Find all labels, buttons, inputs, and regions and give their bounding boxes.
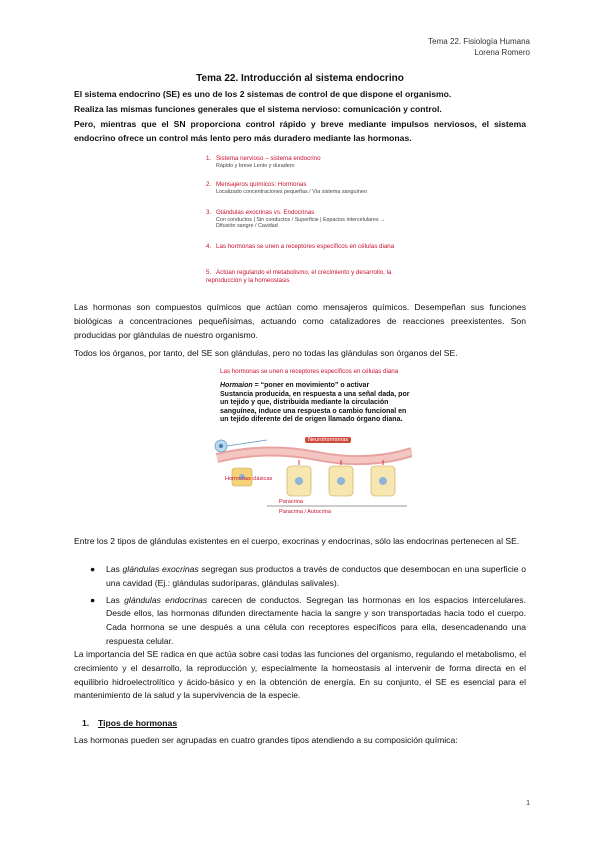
gland-types-paragraph: Entre los 2 tipos de glándulas existentes en el cuerpo, exocrinas y endocrinas, sólo las endocrinas pertenecen al SE. xyxy=(74,536,520,546)
section-heading xyxy=(74,718,177,728)
autocrine-label: Paracrina / Autocrina xyxy=(279,509,331,515)
importance-paragraph: La importancia del SE radica en que actúa sobre casi todas las funciones del organismo, regulando el metabolismo, el crecimiento y el desarrollo, la reproducción y, especialmente la homeostasis al intervenir de forma directa en el equilibrio hidroelectrolítico y ácido-básico y en la obtención de energía. En su conjunto, el SE es esencial para el mantenimiento de la salud y la supervivencia de la especie. xyxy=(74,649,526,701)
summary-item-head: Glándulas exocrinas vs. Endocrinas xyxy=(216,209,315,216)
intro-paragraph-2: Realiza las mismas funciones generales que el sistema nervioso: comunicación y control. xyxy=(74,104,442,114)
summary-item-sub: Localizado concentraciones pequeñas / Vía sistema sanguíneo xyxy=(216,188,368,195)
figure-caption: Las hormonas se unen a receptores específicos en células diana xyxy=(220,368,399,375)
section-title: Tipos de hormonas xyxy=(98,718,178,728)
intro-paragraph-3: Pero, mientras que el SN proporciona control rápido y breve mediante impulsos nerviosos, el sistema endocrino ofrece un control más lento pero más duradero mediante las hormonas. xyxy=(74,119,526,143)
exocrine-term: glándulas exocrinas xyxy=(122,564,199,574)
hormone-types-paragraph: Las hormonas pueden ser agrupadas en cuatro grandes tipos atendiendo a su composición química: xyxy=(74,735,458,745)
list-item: ● Las glándulas exocrinas segregan sus productos a través de conductos que desembocan en una superficie o una cavidad (Ej.: glándulas sudoríparas, glándulas salivales). xyxy=(90,564,526,588)
glands-paragraph: Todos los órganos, por tanto, del SE son glándulas, pero no todas las glándulas son órganos del SE. xyxy=(74,348,458,358)
hormone-definition-figure xyxy=(207,368,412,523)
summary-item-head: Las hormonas se unen a receptores específicos en células diana xyxy=(216,243,395,250)
bullet-icon: ● xyxy=(90,594,96,605)
intro-paragraph-1: El sistema endocrino (SE) es uno de los 2 sistemas de control de que dispone el organismo. xyxy=(74,89,452,99)
page-title: Tema 22. Introducción al sistema endocrino xyxy=(196,73,404,84)
gland-types-list xyxy=(74,563,526,649)
list-item: ● Las glándulas endocrinas carecen de conductos. Segregan las hormonas en los espacios intercelulares. Desde ellos, las hormonas difunden directamente hacia la sangre y son transportadas hacia todo el cuerpo. Cada hormona se une después a una célula con receptores específicos para ella, desencadenando una respuesta celular. xyxy=(90,594,526,646)
summary-item-1: 1. Sistema nervioso – sistema endocrino Rápido y breve Lento y duradero xyxy=(206,155,406,169)
neurohormones-label: Neurohormonas xyxy=(305,437,351,443)
summary-item-3: 3. Glándulas exocrinas vs. Endocrinas Con conductos | Sin conductos / Superficie | Espacios intercelulares → Difusión sangre / Cavidad xyxy=(206,209,406,229)
summary-item-sub: Con conductos | Sin conductos / Superficie | Espacios intercelulares → Difusión sangre / Cavidad xyxy=(216,216,386,229)
hormone-headword: Hormaion xyxy=(220,382,253,389)
summary-figure xyxy=(206,151,406,291)
paracrine-label: Paracrina xyxy=(279,499,303,505)
summary-item-head: Mensajeros químicos: Hormonas xyxy=(216,181,307,188)
hormone-headword-meaning: = “poner en movimiento” o activar xyxy=(252,382,370,389)
header-author: Lorena Romero xyxy=(474,48,530,57)
summary-item-sub: Rápido y breve Lento y duradero xyxy=(216,162,295,169)
summary-item-head: Actúan regulando el metabolismo, el crecimiento y desarrollo, la reproducción y la homeostasis xyxy=(206,269,392,284)
summary-item-2: 2. Mensajeros químicos: Hormonas Localizado concentraciones pequeñas / Vía sistema sanguíneo xyxy=(206,181,406,195)
classic-hormones-label: Hormonas clásicas xyxy=(225,476,273,482)
summary-item-4: 4. Las hormonas se unen a receptores específicos en células diana xyxy=(206,243,395,250)
hormone-definition-text: Sustancia producida, en respuesta a una señal dada, por un tejido y que, distribuida mediante la circulación sanguínea, induce una respuesta o cambio funcional en un tejido diferente del de origen llamado órgano diana. xyxy=(220,390,410,424)
blood-vessel-diagram xyxy=(207,368,412,523)
header-course: Tema 22. Fisiología Humana xyxy=(428,37,530,46)
hormones-paragraph: Las hormonas son compuestos químicos que actúan como mensajeros químicos. Desempeñan sus funciones biológicas a concentraciones pequeñísimas, actuando como catalizadores de reacciones preexistentes. Son producidas por glándulas de nuestro organismo. xyxy=(74,302,526,340)
page-header xyxy=(428,36,530,58)
summary-item-5: 5. Actúan regulando el metabolismo, el crecimiento y desarrollo, la reproducción y la homeostasis xyxy=(206,269,392,284)
section-number: 1. xyxy=(82,718,90,728)
bullet-icon: ● xyxy=(90,564,96,574)
summary-item-head: Sistema nervioso – sistema endocrino xyxy=(216,155,321,162)
endocrine-term: glándulas endocrinas xyxy=(124,594,208,605)
page-number: 1 xyxy=(526,800,530,807)
